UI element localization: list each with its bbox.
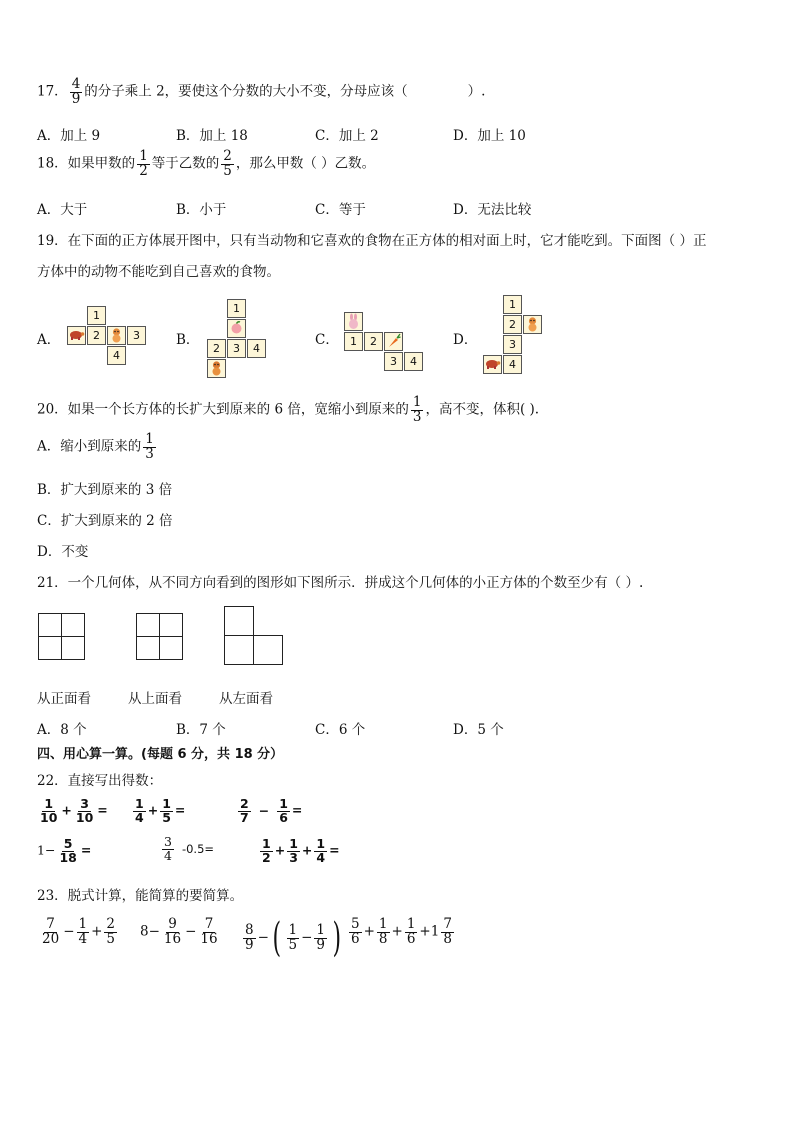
q21-stem: 21．一个几何体，从不同方向看到的图形如下图所示．拼成这个几何体的小正方体的个数至少有（ ）. — [37, 575, 644, 591]
net-cell-animal — [523, 315, 542, 334]
net-cell-3: 3 — [384, 352, 403, 371]
net-cell-3: 3 — [503, 335, 522, 354]
q22-expr-4: 1− $\frac{5}{18}$ = — [37, 836, 92, 865]
q23-title: 23．脱式计算，能简算的要简算。 — [37, 888, 244, 904]
q18-fraction-1: $\frac{1}{2}$ — [139, 148, 148, 179]
q17-option-a[interactable]: A．加上 9 — [37, 128, 101, 144]
q20-fraction: $\frac{1}{3}$ — [412, 394, 422, 425]
q21-left-view — [224, 606, 284, 666]
turtle-icon — [484, 356, 501, 370]
q21-option-d[interactable]: D．5 个 — [453, 722, 504, 738]
q17-option-b[interactable]: B．加上 18 — [176, 128, 248, 144]
q17-option-c[interactable]: C．加上 2 — [315, 128, 379, 144]
net-cell-3: 3 — [127, 326, 146, 345]
q22-expr-6: $\frac{1}{2}$ + $\frac{1}{3}$ + $\frac{1}{4}$ = — [262, 836, 340, 865]
net-cell-peach — [227, 319, 246, 338]
net-cell-4: 4 — [404, 352, 423, 371]
q18-option-a[interactable]: A．大于 — [37, 202, 88, 218]
net-cell-monkey — [207, 359, 226, 378]
turtle-icon — [68, 327, 85, 341]
net-cell-1: 1 — [503, 295, 522, 314]
q21-view-label-top: 从上面看 — [128, 691, 182, 707]
q19-stem-line2: 方体中的动物不能吃到自己喜欢的食物。 — [37, 264, 280, 280]
q17-stem: 17． $\frac{4}{9}$ 的分子乘上 2，要使这个分数的大小不变，分母应该（ ）. — [37, 76, 486, 107]
q21-option-b[interactable]: B．7 个 — [176, 722, 226, 738]
monkey-icon — [209, 360, 224, 376]
q20-option-a[interactable]: A．缩小到原来的 $\frac{1}{3}$ — [37, 431, 154, 462]
net-cell-turtle — [67, 326, 86, 345]
q18-option-b[interactable]: B．小于 — [176, 202, 227, 218]
q19-option-c-label[interactable]: C． — [315, 332, 339, 348]
net-cell-1: 1 — [344, 332, 363, 351]
net-cell-carrot — [384, 332, 403, 351]
q18-stem: 18．如果甲数的 $\frac{1}{2}$ 等于乙数的 $\frac{2}{5}$ ，那么甲数（ ）乙数。 — [37, 148, 376, 179]
q20-option-c[interactable]: C．扩大到原来的 2 倍 — [37, 513, 173, 529]
q19-option-b-label[interactable]: B． — [176, 332, 200, 348]
section-heading: 四、用心算一算。(每题 6 分，共 18 分） — [37, 747, 284, 762]
q22-expr-2: $\frac{1}{4}$ + $\frac{1}{5}$ = — [135, 796, 186, 825]
net-cell-turtle — [483, 355, 502, 374]
q20-option-d[interactable]: D．不变 — [37, 544, 89, 560]
animal-icon — [109, 327, 124, 343]
q20-option-b[interactable]: B．扩大到原来的 3 倍 — [37, 482, 173, 498]
q20-stem: 20．如果一个长方体的长扩大到原来的 6 倍，宽缩小到原来的 $\frac{1}{3}$ ，高不变，体积( ). — [37, 394, 540, 425]
q23-expr-1: $\frac{7}{20}$ − $\frac{1}{4}$ + $\frac{2}{5}$ — [42, 916, 115, 947]
carrot-icon — [386, 333, 401, 349]
q21-option-a[interactable]: A．8 个 — [37, 722, 87, 738]
net-cell-2: 2 — [207, 339, 226, 358]
q22-title: 22．直接写出得数： — [37, 773, 163, 789]
rabbit-icon — [346, 313, 361, 330]
peach-icon — [229, 320, 244, 335]
q19-option-d-label[interactable]: D． — [453, 332, 478, 348]
q21-option-c[interactable]: C．6 个 — [315, 722, 366, 738]
net-cell-4: 4 — [247, 339, 266, 358]
net-cell-4: 4 — [107, 346, 126, 365]
q23-expr-4: $\frac{5}{6}$ + $\frac{1}{8}$ + $\frac{1}{6}$ +1 $\frac{7}{8}$ — [351, 916, 452, 947]
net-cell-2: 2 — [503, 315, 522, 334]
q19-option-a-label[interactable]: A． — [37, 332, 61, 348]
q21-view-label-left: 从左面看 — [219, 691, 273, 707]
net-cell-animal — [107, 326, 126, 345]
q18-option-d[interactable]: D．无法比较 — [453, 202, 532, 218]
net-cell-1: 1 — [87, 306, 106, 325]
net-cell-2: 2 — [87, 326, 106, 345]
q18-option-c[interactable]: C．等于 — [315, 202, 366, 218]
q18-fraction-2: $\frac{2}{5}$ — [223, 148, 232, 179]
q23-expr-3: $\frac{8}{9}$ −( $\frac{1}{5}$ − $\frac{1}{9}$ ) — [245, 915, 342, 961]
q22-expr-1: $\frac{1}{10}$ + $\frac{3}{10}$ = — [40, 796, 108, 825]
q20-option-a-fraction: $\frac{1}{3}$ — [145, 431, 154, 462]
q21-top-view — [136, 613, 184, 661]
animal-icon — [525, 316, 540, 332]
q17-fraction: $\frac{4}{9}$ — [71, 76, 81, 107]
net-cell-1: 1 — [227, 299, 246, 318]
q23-expr-2: 8− $\frac{9}{16}$ − $\frac{7}{16}$ — [140, 916, 218, 947]
q17-option-d[interactable]: D．加上 10 — [453, 128, 526, 144]
net-cell-2: 2 — [364, 332, 383, 351]
net-cell-rabbit — [344, 312, 363, 331]
net-cell-3: 3 — [227, 339, 246, 358]
q22-expr-3: $\frac{2}{7}$ − $\frac{1}{6}$ = — [240, 796, 303, 825]
q21-front-view — [38, 613, 86, 661]
q19-stem-line1: 19．在下面的正方体展开图中，只有当动物和它喜欢的食物在正方体的相对面上时，它才能吃到。下面图（ ）正 — [37, 233, 707, 249]
q22-expr-5: $\frac{3}{4}$ -0.5= — [164, 834, 215, 863]
q21-view-label-front: 从正面看 — [37, 691, 91, 707]
net-cell-4: 4 — [503, 355, 522, 374]
